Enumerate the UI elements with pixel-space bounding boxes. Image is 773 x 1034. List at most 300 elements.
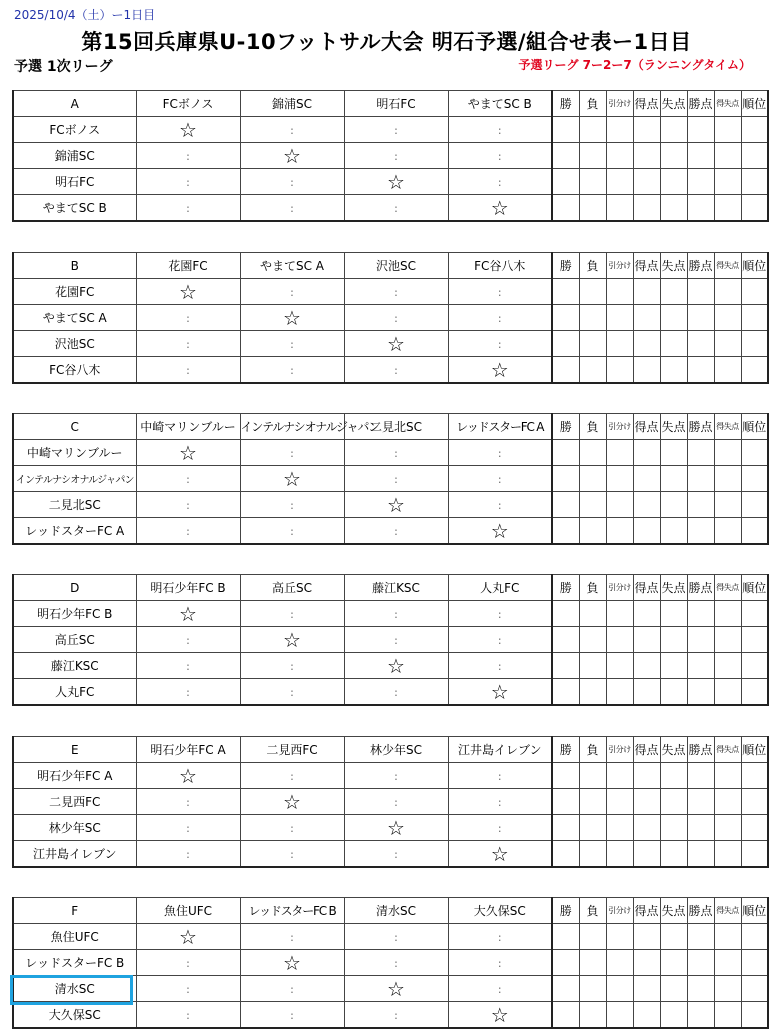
stat-cell — [633, 763, 660, 789]
score-separator: : — [186, 311, 190, 325]
team-name: 二見北SC — [13, 492, 136, 518]
star-icon: ☆ — [387, 653, 405, 678]
stat-cell — [633, 518, 660, 545]
group-name: F — [13, 898, 136, 924]
stat-cell — [741, 924, 768, 950]
score-separator: : — [186, 795, 190, 809]
header-team-name: 清水SC — [344, 898, 448, 924]
score-separator: : — [290, 659, 294, 673]
stat-cell — [660, 841, 687, 868]
score-separator: : — [186, 982, 190, 996]
match-result-cell — [448, 950, 552, 976]
stat-cell — [606, 143, 633, 169]
star-icon: ☆ — [179, 601, 197, 626]
stat-cell — [714, 653, 741, 679]
stat-cell — [552, 763, 579, 789]
team-row — [13, 331, 768, 357]
group-header-row — [13, 737, 768, 763]
star-icon: ☆ — [179, 440, 197, 465]
match-result-cell — [344, 279, 448, 305]
stat-cell — [606, 653, 633, 679]
team-row — [13, 950, 768, 976]
stat-cell — [579, 331, 606, 357]
stat-cell — [552, 950, 579, 976]
score-separator: : — [290, 201, 294, 215]
score-separator: : — [290, 685, 294, 699]
team-row — [13, 679, 768, 706]
self-match-cell — [136, 279, 240, 305]
score-separator: : — [394, 285, 398, 299]
score-separator: : — [186, 149, 190, 163]
self-match-cell — [344, 976, 448, 1002]
stat-header: 勝点 — [687, 253, 714, 279]
score-separator: : — [497, 956, 502, 970]
stat-cell — [606, 195, 633, 222]
stat-cell — [687, 518, 714, 545]
team-row — [13, 279, 768, 305]
stat-cell — [552, 679, 579, 706]
stat-cell — [660, 466, 687, 492]
score-separator: : — [394, 472, 398, 486]
stat-header: 勝点 — [687, 737, 714, 763]
stat-cell — [714, 466, 741, 492]
header-team-name: レッドスターFC B — [240, 898, 344, 924]
stat-cell — [552, 627, 579, 653]
star-icon: ☆ — [179, 117, 197, 142]
team-row — [13, 627, 768, 653]
stat-cell — [633, 279, 660, 305]
star-icon: ☆ — [283, 950, 301, 975]
score-separator: : — [497, 982, 502, 996]
score-separator: : — [497, 311, 502, 325]
self-match-cell — [240, 305, 344, 331]
stat-cell — [552, 653, 579, 679]
score-separator: : — [497, 123, 502, 137]
match-result-cell — [344, 143, 448, 169]
stat-cell — [633, 627, 660, 653]
match-result-cell — [448, 143, 552, 169]
stat-cell — [741, 169, 768, 195]
match-result-cell — [344, 627, 448, 653]
stat-cell — [579, 466, 606, 492]
star-icon: ☆ — [179, 924, 197, 949]
stat-cell — [687, 143, 714, 169]
stat-header: 得点 — [633, 575, 660, 601]
match-result-cell — [136, 976, 240, 1002]
stat-cell — [714, 627, 741, 653]
team-row — [13, 518, 768, 545]
header-team-name: FCボノス — [136, 91, 240, 117]
stat-header: 勝 — [552, 253, 579, 279]
team-name: インテルナシオナルジャパン — [13, 466, 136, 492]
score-separator: : — [186, 472, 190, 486]
stat-header: 負 — [579, 253, 606, 279]
match-result-cell — [136, 815, 240, 841]
star-icon: ☆ — [179, 763, 197, 788]
stat-header: 引分け — [606, 737, 633, 763]
stat-cell — [687, 331, 714, 357]
team-row — [13, 305, 768, 331]
stat-cell — [606, 950, 633, 976]
stat-cell — [687, 601, 714, 627]
score-separator: : — [186, 363, 190, 377]
match-result-cell — [136, 466, 240, 492]
score-separator: : — [186, 847, 190, 861]
stat-cell — [633, 976, 660, 1002]
stat-cell — [606, 518, 633, 545]
match-result-cell — [344, 357, 448, 384]
score-separator: : — [186, 685, 190, 699]
score-separator: : — [290, 982, 294, 996]
self-match-cell — [344, 331, 448, 357]
team-name: FCボノス — [13, 117, 136, 143]
stat-cell — [687, 466, 714, 492]
stat-cell — [687, 195, 714, 222]
match-result-cell — [448, 440, 552, 466]
stat-cell — [741, 1002, 768, 1029]
stat-cell — [660, 789, 687, 815]
match-result-cell — [240, 492, 344, 518]
star-icon: ☆ — [490, 679, 509, 704]
stat-cell — [633, 195, 660, 222]
stat-header: 失点 — [660, 253, 687, 279]
stat-cell — [552, 1002, 579, 1029]
stat-header: 失点 — [660, 414, 687, 440]
stat-cell — [687, 440, 714, 466]
star-icon: ☆ — [490, 1002, 509, 1027]
score-separator: : — [497, 498, 502, 512]
stat-cell — [579, 950, 606, 976]
header-team-name: やまてSC B — [448, 91, 552, 117]
stat-cell — [660, 627, 687, 653]
self-match-cell — [344, 653, 448, 679]
stat-cell — [714, 601, 741, 627]
stat-cell — [606, 763, 633, 789]
stat-cell — [579, 601, 606, 627]
stat-cell — [741, 763, 768, 789]
match-result-cell — [240, 1002, 344, 1029]
stat-cell — [687, 815, 714, 841]
team-name: 錦浦SC — [13, 143, 136, 169]
stat-cell — [606, 279, 633, 305]
self-match-cell — [136, 117, 240, 143]
score-separator: : — [394, 795, 398, 809]
stat-header: 負 — [579, 737, 606, 763]
match-result-cell — [136, 492, 240, 518]
stat-cell — [714, 143, 741, 169]
stat-cell — [579, 143, 606, 169]
stat-header: 得点 — [633, 253, 660, 279]
stat-cell — [660, 279, 687, 305]
stat-cell — [714, 117, 741, 143]
match-result-cell — [136, 357, 240, 384]
team-name: 江井島イレブン — [13, 841, 136, 868]
stat-cell — [579, 653, 606, 679]
stat-cell — [606, 331, 633, 357]
stat-cell — [741, 789, 768, 815]
stat-cell — [660, 117, 687, 143]
team-name: FC谷八木 — [13, 357, 136, 384]
stat-cell — [741, 305, 768, 331]
stat-header: 順位 — [741, 737, 768, 763]
stat-cell — [633, 679, 660, 706]
stat-header: 得点 — [633, 737, 660, 763]
header-team-name: 魚住UFC — [136, 898, 240, 924]
self-match-cell — [448, 518, 552, 545]
stat-cell — [606, 305, 633, 331]
stat-cell — [579, 492, 606, 518]
header-team-name: 大久保SC — [448, 898, 552, 924]
stat-cell — [687, 789, 714, 815]
stat-cell — [741, 950, 768, 976]
self-match-cell — [448, 679, 552, 706]
star-icon: ☆ — [283, 466, 301, 491]
score-separator: : — [394, 930, 398, 944]
stat-header: 負 — [579, 575, 606, 601]
team-name: やまてSC A — [13, 305, 136, 331]
stat-cell — [552, 279, 579, 305]
stat-cell — [741, 195, 768, 222]
group-header-row — [13, 575, 768, 601]
team-row — [13, 195, 768, 222]
stat-cell — [714, 518, 741, 545]
self-match-cell — [344, 815, 448, 841]
team-row — [13, 763, 768, 789]
stat-header: 負 — [579, 91, 606, 117]
header-team-name: FC谷八木 — [448, 253, 552, 279]
match-result-cell — [136, 789, 240, 815]
match-result-cell — [344, 679, 448, 706]
stat-cell — [579, 976, 606, 1002]
match-result-cell — [344, 950, 448, 976]
stat-cell — [552, 815, 579, 841]
stat-cell — [714, 679, 741, 706]
stat-cell — [552, 169, 579, 195]
stat-cell — [660, 924, 687, 950]
team-name: 花園FC — [13, 279, 136, 305]
star-icon: ☆ — [387, 976, 405, 1001]
score-separator: : — [394, 769, 398, 783]
stat-cell — [741, 143, 768, 169]
team-name: レッドスターFC A — [13, 518, 136, 545]
stat-cell — [633, 305, 660, 331]
score-separator: : — [497, 633, 502, 647]
score-separator: : — [186, 1008, 190, 1022]
group-table-b — [12, 252, 769, 384]
score-separator: : — [290, 446, 294, 460]
team-row — [13, 169, 768, 195]
team-row — [13, 815, 768, 841]
stat-cell — [660, 492, 687, 518]
stat-cell — [633, 601, 660, 627]
match-result-cell — [136, 841, 240, 868]
score-separator: : — [290, 175, 294, 189]
stat-cell — [714, 492, 741, 518]
stat-cell — [579, 789, 606, 815]
stat-cell — [714, 440, 741, 466]
stat-cell — [687, 1002, 714, 1029]
stat-header: 順位 — [741, 898, 768, 924]
match-result-cell — [240, 679, 344, 706]
match-result-cell — [344, 117, 448, 143]
stat-cell — [552, 924, 579, 950]
header-team-name: 林少年SC — [344, 737, 448, 763]
match-result-cell — [344, 601, 448, 627]
match-result-cell — [240, 117, 344, 143]
self-match-cell — [240, 950, 344, 976]
stat-cell — [552, 143, 579, 169]
team-row — [13, 143, 768, 169]
stat-cell — [741, 331, 768, 357]
stat-cell — [660, 331, 687, 357]
score-separator: : — [497, 821, 502, 835]
team-name: 沢池SC — [13, 331, 136, 357]
match-result-cell — [136, 627, 240, 653]
score-separator: : — [497, 607, 502, 621]
match-result-cell — [136, 331, 240, 357]
stat-cell — [687, 357, 714, 384]
score-separator: : — [186, 821, 190, 835]
team-row — [13, 841, 768, 868]
team-name: 高丘SC — [13, 627, 136, 653]
score-separator: : — [497, 930, 502, 944]
stat-cell — [660, 976, 687, 1002]
team-name: レッドスターFC B — [13, 950, 136, 976]
score-separator: : — [394, 847, 398, 861]
stat-cell — [660, 357, 687, 384]
stat-cell — [552, 117, 579, 143]
match-result-cell — [240, 518, 344, 545]
stat-cell — [633, 331, 660, 357]
score-separator: : — [497, 337, 502, 351]
team-row — [13, 440, 768, 466]
stat-cell — [714, 763, 741, 789]
match-result-cell — [448, 331, 552, 357]
team-name: 清水SC — [13, 976, 136, 1002]
stat-cell — [633, 841, 660, 868]
stat-cell — [606, 440, 633, 466]
group-header-row — [13, 414, 768, 440]
stat-header: 負 — [579, 414, 606, 440]
match-result-cell — [240, 195, 344, 222]
stat-cell — [660, 653, 687, 679]
self-match-cell — [448, 195, 552, 222]
stat-cell — [633, 789, 660, 815]
group-name: B — [13, 253, 136, 279]
stat-cell — [687, 279, 714, 305]
stat-cell — [714, 195, 741, 222]
self-match-cell — [240, 466, 344, 492]
stat-cell — [741, 518, 768, 545]
stat-header: 勝点 — [687, 575, 714, 601]
score-separator: : — [290, 930, 294, 944]
team-row — [13, 492, 768, 518]
match-result-cell — [448, 117, 552, 143]
match-result-cell — [240, 440, 344, 466]
stat-header: 失点 — [660, 91, 687, 117]
score-separator: : — [290, 821, 294, 835]
stat-cell — [606, 924, 633, 950]
self-match-cell — [448, 357, 552, 384]
stat-cell — [741, 627, 768, 653]
group-name: E — [13, 737, 136, 763]
match-result-cell — [240, 763, 344, 789]
score-separator: : — [497, 446, 502, 460]
stat-cell — [741, 815, 768, 841]
stat-header: 勝 — [552, 414, 579, 440]
stat-header: 勝 — [552, 898, 579, 924]
match-result-cell — [344, 789, 448, 815]
stat-header: 勝 — [552, 575, 579, 601]
match-result-cell — [448, 169, 552, 195]
stat-cell — [606, 169, 633, 195]
star-icon: ☆ — [387, 169, 405, 194]
group-name: D — [13, 575, 136, 601]
match-result-cell — [136, 143, 240, 169]
stat-cell — [687, 653, 714, 679]
score-separator: : — [290, 498, 294, 512]
stat-cell — [660, 601, 687, 627]
self-match-cell — [136, 440, 240, 466]
header-team-name: レッドスターFC A — [448, 414, 552, 440]
stat-header: 失点 — [660, 737, 687, 763]
stat-cell — [633, 357, 660, 384]
stat-cell — [633, 950, 660, 976]
header-team-name: 明石FC — [344, 91, 448, 117]
team-name: やまてSC B — [13, 195, 136, 222]
stat-cell — [552, 976, 579, 1002]
stat-cell — [687, 679, 714, 706]
score-separator: : — [186, 659, 190, 673]
stat-cell — [579, 518, 606, 545]
match-result-cell — [240, 601, 344, 627]
league-subtitle: 予選 1次リーグ — [14, 59, 113, 75]
match-result-cell — [240, 169, 344, 195]
match-result-cell — [344, 518, 448, 545]
stat-header: 負 — [579, 898, 606, 924]
match-format-note: 予選リーグ 7ー2ー7（ランニングタイム） — [518, 58, 751, 72]
team-row — [13, 601, 768, 627]
match-result-cell — [448, 789, 552, 815]
team-row — [13, 1002, 768, 1029]
stat-cell — [714, 1002, 741, 1029]
match-result-cell — [240, 815, 344, 841]
match-result-cell — [136, 950, 240, 976]
stat-cell — [687, 763, 714, 789]
header-team-name: 花園FC — [136, 253, 240, 279]
self-match-cell — [136, 924, 240, 950]
stat-cell — [741, 841, 768, 868]
header-team-name: 高丘SC — [240, 575, 344, 601]
stat-cell — [687, 924, 714, 950]
stat-cell — [579, 195, 606, 222]
stat-header: 勝点 — [687, 91, 714, 117]
stat-cell — [660, 143, 687, 169]
score-separator: : — [290, 607, 294, 621]
header-team-name: 錦浦SC — [240, 91, 344, 117]
score-separator: : — [186, 956, 190, 970]
match-result-cell — [448, 466, 552, 492]
match-result-cell — [448, 492, 552, 518]
score-separator: : — [394, 524, 398, 538]
match-result-cell — [240, 976, 344, 1002]
self-match-cell — [136, 601, 240, 627]
stat-header: 勝 — [552, 737, 579, 763]
stat-cell — [741, 279, 768, 305]
score-separator: : — [186, 524, 190, 538]
stat-cell — [660, 1002, 687, 1029]
match-result-cell — [448, 601, 552, 627]
